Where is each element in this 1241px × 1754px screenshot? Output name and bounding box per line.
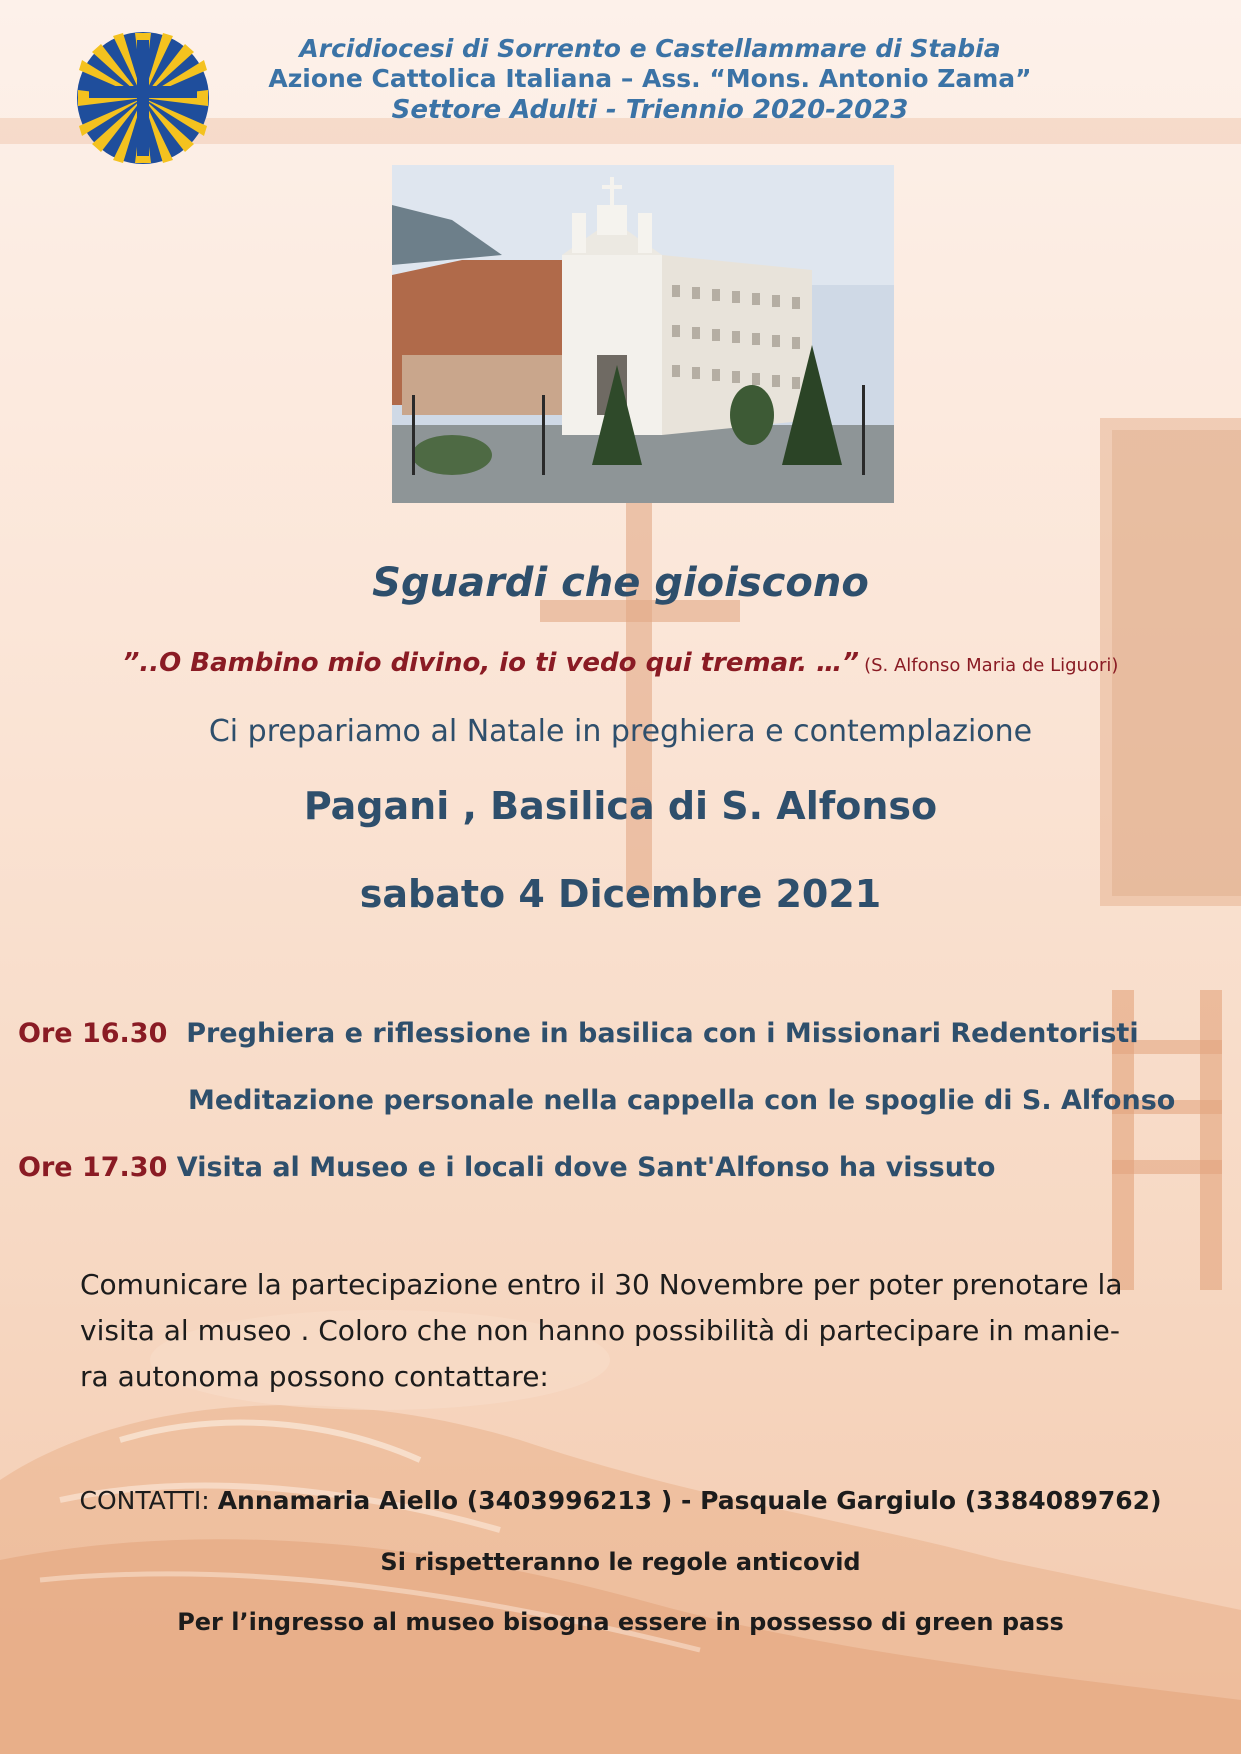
notice-line: visita al museo . Coloro che non hanno possibilità di partecipare in manie- [80,1314,1120,1347]
event-location: Pagani , Basilica di S. Alfonso [303,784,938,828]
program-text: Preghiera e riflessione in basilica con i Missionari Redentoristi [186,1018,1139,1049]
program-item [18,1152,995,1183]
covid-rule: Si rispetteranno le regole anticovid [380,1548,861,1576]
event-title: Sguardi che gioiscono [372,560,869,606]
program-item [188,1085,1175,1116]
green-pass-rule: Per l’ingresso al museo bisogna essere in possesso di green pass [177,1608,1064,1636]
header-diocese: Arcidiocesi di Sorrento e Castellammare di Stabia [299,34,1001,63]
contacts-label: CONTATTI: [79,1486,210,1515]
notice-line: ra autonoma possono contattare: [80,1360,549,1393]
organization-header [260,34,1040,126]
header-sector: Settore Adulti - Triennio 2020-2023 [391,95,909,125]
quote-text: ”..O Bambino mio divino, io ti vedo qui tremar. …” [122,648,859,678]
program-time: Ore 17.30 [18,1152,168,1183]
program-item [18,1018,1139,1049]
quote-author: (S. Alfonso Maria de Liguori) [864,655,1119,676]
event-date: sabato 4 Dicembre 2021 [359,872,882,916]
azione-cattolica-logo [75,30,211,166]
event-subtitle: Ci prepariamo al Natale in preghiera e contemplazione [208,714,1033,749]
header-association: Azione Cattolica Italiana – Ass. “Mons. Antonio Zama” [268,64,1032,93]
registration-notice [80,1262,1220,1400]
notice-line: Comunicare la partecipazione entro il 30 Novembre per poter prenotare la [80,1268,1123,1301]
basilica-photo [392,165,894,503]
quote-line [0,648,1241,678]
contacts-names: Annamaria Aiello (3403996213 ) - Pasquale Gargiulo (3384089762) [217,1486,1162,1515]
contacts-line [0,1486,1241,1515]
program-time: Ore 16.30 [18,1018,168,1049]
program-text: Visita al Museo e i locali dove Sant'Alfonso ha vissuto [176,1152,996,1183]
program-text: Meditazione personale nella cappella con le spoglie di S. Alfonso [188,1085,1176,1116]
